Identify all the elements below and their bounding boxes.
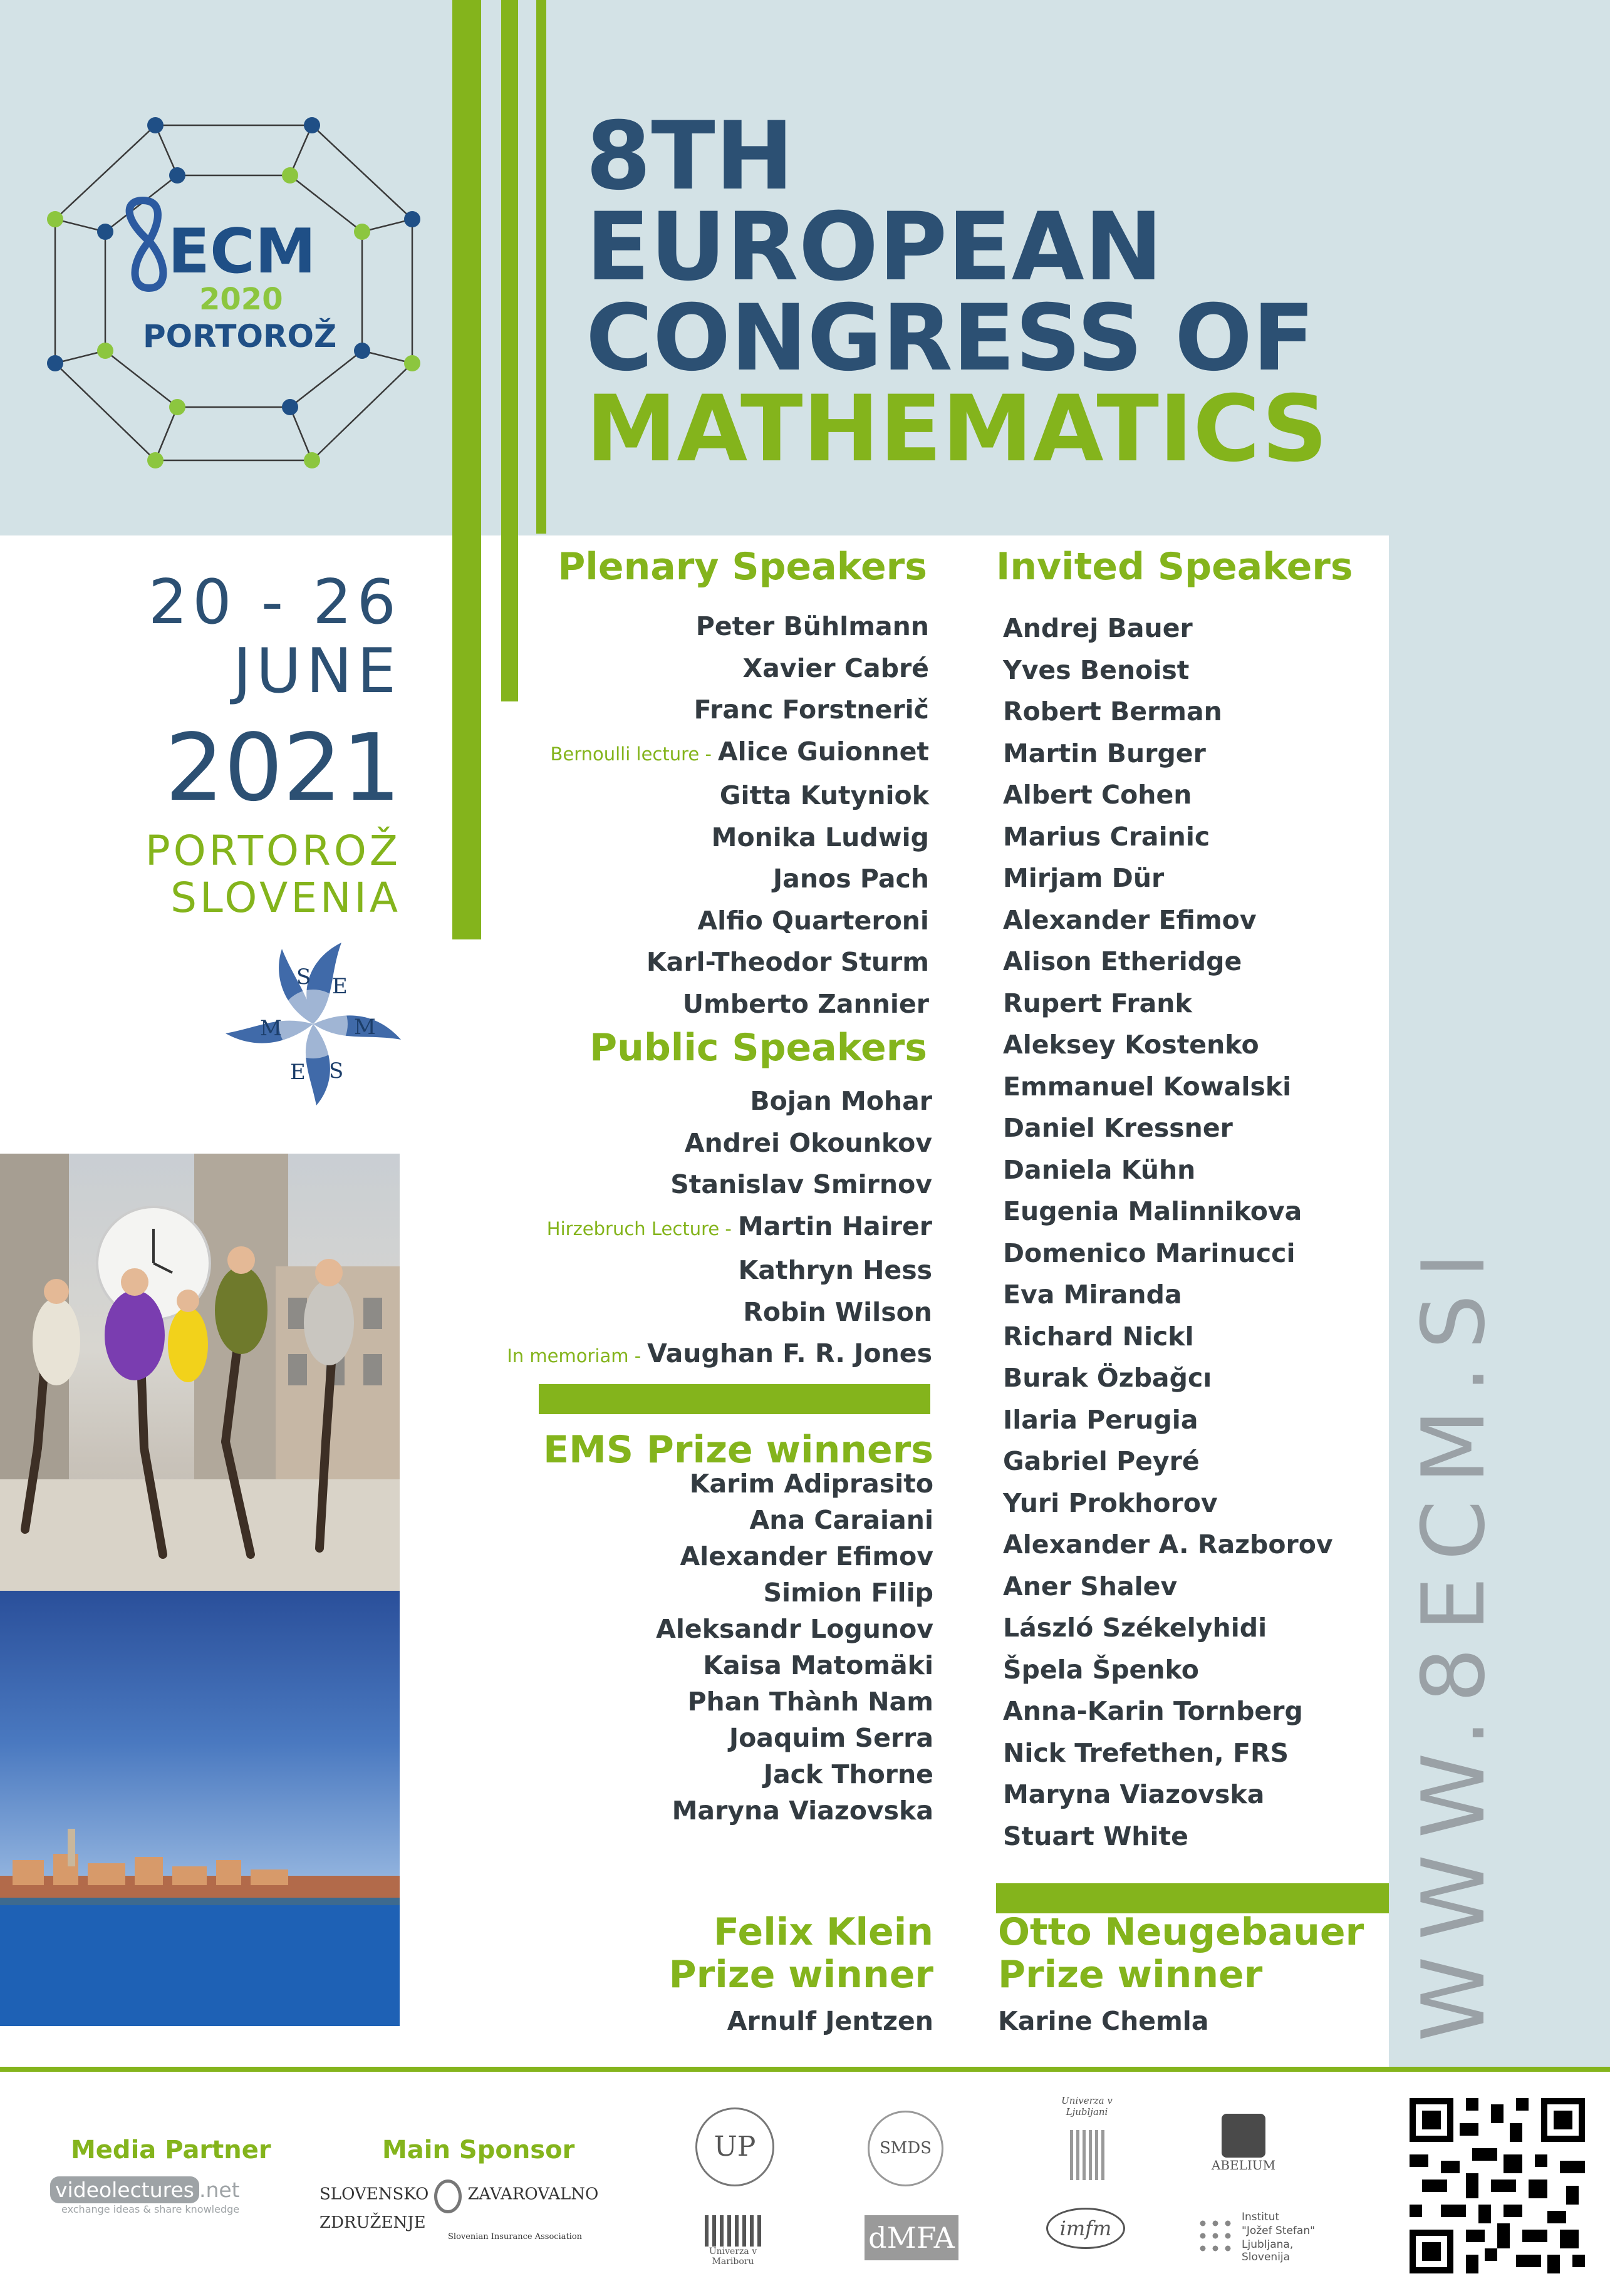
title-line1: 8TH [586, 102, 794, 211]
public-list [489, 1080, 932, 1377]
speaker-row: Alexander Efimov [1003, 904, 1257, 935]
speaker-row [489, 1080, 932, 1122]
footer-divider [0, 2067, 1610, 2072]
videolectures-net: net [205, 2178, 240, 2202]
ecm-logo [43, 106, 425, 476]
sponsor-name-b: ZAVAROVALNO ZDRUŽENJE [319, 2185, 599, 2232]
speaker-row: Špela Špenko [1003, 1654, 1199, 1685]
speaker-row [489, 983, 929, 1025]
felix-winner: Arnulf Jentzen [727, 2006, 933, 2036]
dates-days: 20 - 26 [148, 567, 401, 638]
speaker-row: Alison Etheridge [1003, 946, 1242, 976]
ijs-text-c: Ljubljana, Slovenija [1242, 2238, 1294, 2263]
felix-line2: Prize winner [668, 1953, 933, 1997]
imfm-logo[interactable] [1046, 2208, 1128, 2264]
felix-line1: Felix Klein [713, 1910, 933, 1954]
speaker-row: Daniela Kühn [1003, 1154, 1196, 1185]
green-bar-right [536, 0, 546, 534]
speaker-name: Janos Pach [772, 864, 929, 894]
speaker-row [489, 858, 929, 900]
lecture-note: Hirzebruch Lecture - [546, 1218, 732, 1239]
abelium-icon [1222, 2114, 1265, 2158]
speaker-name: Kathryn Hess [738, 1255, 932, 1285]
speaker-row: Albert Cohen [1003, 780, 1192, 810]
ecm-logo-name: ECM [168, 216, 316, 287]
speaker-name: Alice Guionnet [717, 736, 929, 767]
ecm-logo-year: 2020 [199, 282, 283, 317]
dates-city: PORTOROŽ [145, 827, 401, 875]
otto-line1: Otto Neugebauer [998, 1910, 1364, 1954]
speaker-row [489, 1333, 932, 1377]
speaker-row: László Székelyhidi [1003, 1613, 1267, 1643]
sponsor-logo[interactable] [319, 2180, 620, 2242]
plenary-heading: Plenary Speakers [558, 545, 927, 589]
main-sponsor-label: Main Sponsor [382, 2136, 575, 2164]
public-heading: Public Speakers [589, 1026, 927, 1070]
invited-heading: Invited Speakers [996, 545, 1353, 589]
speaker-row: Eva Miranda [1003, 1280, 1182, 1310]
plenary-list [489, 606, 929, 1025]
ul-logo-text: Univerza v Ljubljani [1061, 2095, 1113, 2118]
speaker-row: Maryna Viazovska [672, 1796, 933, 1826]
speaker-row: Richard Nickl [1003, 1321, 1194, 1352]
imfm-text: imfm [1046, 2208, 1125, 2249]
title-line2: EUROPEAN [586, 193, 1163, 302]
website-url[interactable]: WWW.8ECM.SI [1403, 1236, 1504, 2042]
um-logo[interactable] [689, 2215, 777, 2272]
invited-list [1003, 608, 1333, 1857]
speaker-row [489, 1249, 932, 1291]
speaker-name: Bojan Mohar [750, 1086, 932, 1116]
speaker-row: Rupert Frank [1003, 988, 1192, 1018]
title-line3: CONGRESS OF [586, 285, 1315, 391]
speaker-row: Mirjam Dür [1003, 863, 1165, 893]
speaker-name: Xavier Cabré [742, 653, 929, 683]
speaker-name: Peter Bühlmann [695, 611, 929, 641]
speaker-row [489, 689, 929, 731]
speaker-row: Anna-Karin Tornberg [1003, 1696, 1303, 1726]
speaker-name: Franc Forstnerič [693, 695, 929, 725]
speaker-name: Andrei Okounkov [684, 1127, 932, 1158]
speaker-row: Yves Benoist [1003, 654, 1190, 685]
sms-letter-m1: M [354, 1015, 376, 1040]
speaker-row: Yuri Prokhorov [1003, 1487, 1218, 1518]
green-bar-left [452, 0, 481, 939]
speaker-row: Andrej Bauer [1003, 613, 1193, 643]
speaker-row: Phan Thành Nam [687, 1687, 933, 1717]
speaker-row: Robert Berman [1003, 696, 1222, 727]
ul-logo-emblem [1070, 2130, 1104, 2180]
speaker-row: Simion Filip [763, 1578, 933, 1608]
speaker-name: Martin Hairer [737, 1211, 932, 1241]
sms-logo [222, 939, 404, 1109]
speaker-name: Stanislav Smirnov [670, 1169, 932, 1199]
dates-year: 2021 [165, 714, 401, 822]
speaker-row: Nick Trefethen, FRS [1003, 1737, 1289, 1768]
smds-logo[interactable]: SMDS [868, 2111, 943, 2186]
speaker-row: Maryna Viazovska [1003, 1779, 1265, 1809]
sms-letter-s2: S [329, 1058, 344, 1083]
sms-letter-m2: M [260, 1016, 282, 1041]
ems-heading: EMS Prize winners [543, 1428, 933, 1472]
speaker-name: Gitta Kutyniok [719, 780, 929, 810]
speaker-row [489, 900, 929, 942]
speaker-row [489, 606, 929, 648]
title-line4: MATHEMATICS [586, 376, 1328, 482]
ijs-icon [1197, 2217, 1234, 2255]
speaker-row: Kaisa Matomäki [703, 1650, 933, 1680]
media-partner-label: Media Partner [71, 2136, 271, 2164]
otto-line2: Prize winner [998, 1953, 1263, 1997]
abelium-logo[interactable] [1206, 2114, 1281, 2189]
speaker-row [489, 817, 929, 859]
ijs-logo[interactable] [1197, 2211, 1341, 2267]
speaker-row: Domenico Marinucci [1003, 1238, 1296, 1268]
speaker-row: Aleksey Kostenko [1003, 1030, 1259, 1060]
speaker-name: Umberto Zannier [682, 988, 929, 1019]
speaker-row: Ilaria Perugia [1003, 1404, 1198, 1435]
speaker-name: Monika Ludwig [711, 822, 929, 852]
speaker-row [489, 1164, 932, 1206]
videolectures-name: videolectures [50, 2176, 199, 2203]
videolectures-dot: . [199, 2178, 206, 2202]
lecture-note: Bernoulli lecture - [550, 743, 712, 765]
photo-jumping-people [0, 1154, 400, 1591]
speaker-row [489, 1206, 932, 1250]
um-icon [705, 2215, 761, 2247]
speaker-name: Robin Wilson [743, 1296, 932, 1327]
speaker-row: Emmanuel Kowalski [1003, 1071, 1292, 1102]
speaker-row [489, 1122, 932, 1164]
otto-winner: Karine Chemla [998, 2006, 1209, 2036]
ijs-text-a: Institut [1242, 2211, 1280, 2223]
speaker-row [489, 648, 929, 690]
ul-logo[interactable] [1040, 2095, 1134, 2189]
speaker-row: Ana Caraiani [749, 1505, 933, 1535]
green-bar-middle [501, 0, 518, 701]
speaker-row: Aleksandr Logunov [656, 1614, 933, 1644]
sponsor-name-a: SLOVENSKO [319, 2185, 429, 2204]
ecm-logo-place: PORTOROŽ [143, 318, 337, 354]
photo-piran-sea [0, 1591, 400, 2026]
speaker-row: Daniel Kressner [1003, 1113, 1233, 1143]
green-divider-public [539, 1384, 930, 1414]
speaker-row [489, 775, 929, 817]
speaker-row: Alexander Efimov [680, 1541, 933, 1571]
dates-month: JUNE [233, 636, 401, 707]
sponsor-sub: Slovenian Insurance Association [448, 2232, 583, 2242]
speaker-name: Vaughan F. R. Jones [647, 1338, 932, 1368]
um-text: Univerza v Mariboru [709, 2247, 757, 2267]
speaker-row: Alexander A. Razborov [1003, 1529, 1333, 1559]
speaker-row: Aner Shalev [1003, 1571, 1178, 1601]
videolectures-logo[interactable] [50, 2176, 269, 2220]
green-divider-invited [996, 1883, 1389, 1913]
dates-country: SLOVENIA [170, 874, 401, 922]
ems-list [564, 1466, 933, 1829]
speaker-row [489, 1291, 932, 1333]
speaker-row: Marius Crainic [1003, 821, 1210, 852]
speaker-name: Alfio Quarteroni [697, 905, 929, 936]
speaker-name: Karl-Theodor Sturm [646, 947, 929, 977]
speaker-row: Martin Burger [1003, 738, 1206, 768]
speaker-row: Jack Thorne [763, 1759, 933, 1789]
speaker-row: Joaquim Serra [729, 1723, 933, 1753]
lecture-note: In memoriam - [507, 1345, 641, 1367]
sponsor-icon [434, 2180, 462, 2213]
sms-letter-e2: E [290, 1060, 306, 1085]
speaker-row: Eugenia Malinnikova [1003, 1196, 1302, 1226]
up-logo[interactable]: UP [695, 2107, 774, 2186]
dmfa-logo[interactable]: dMFA [865, 2215, 958, 2260]
speaker-row [489, 941, 929, 983]
ijs-text-b: "Jožef Stefan" [1242, 2225, 1315, 2237]
abelium-text: ABELIUM [1211, 2158, 1276, 2173]
speaker-row: Gabriel Peyré [1003, 1446, 1200, 1476]
speaker-row: Stuart White [1003, 1821, 1188, 1851]
speaker-row [489, 731, 929, 775]
speaker-row: Karim Adiprasito [689, 1469, 933, 1499]
sms-letter-e1: E [332, 974, 348, 999]
speaker-row: Burak Özbağcı [1003, 1363, 1212, 1393]
videolectures-tag: exchange ideas & share knowledge [61, 2203, 240, 2215]
qr-code[interactable] [1410, 2098, 1585, 2273]
sms-letter-s1: S [296, 964, 311, 990]
